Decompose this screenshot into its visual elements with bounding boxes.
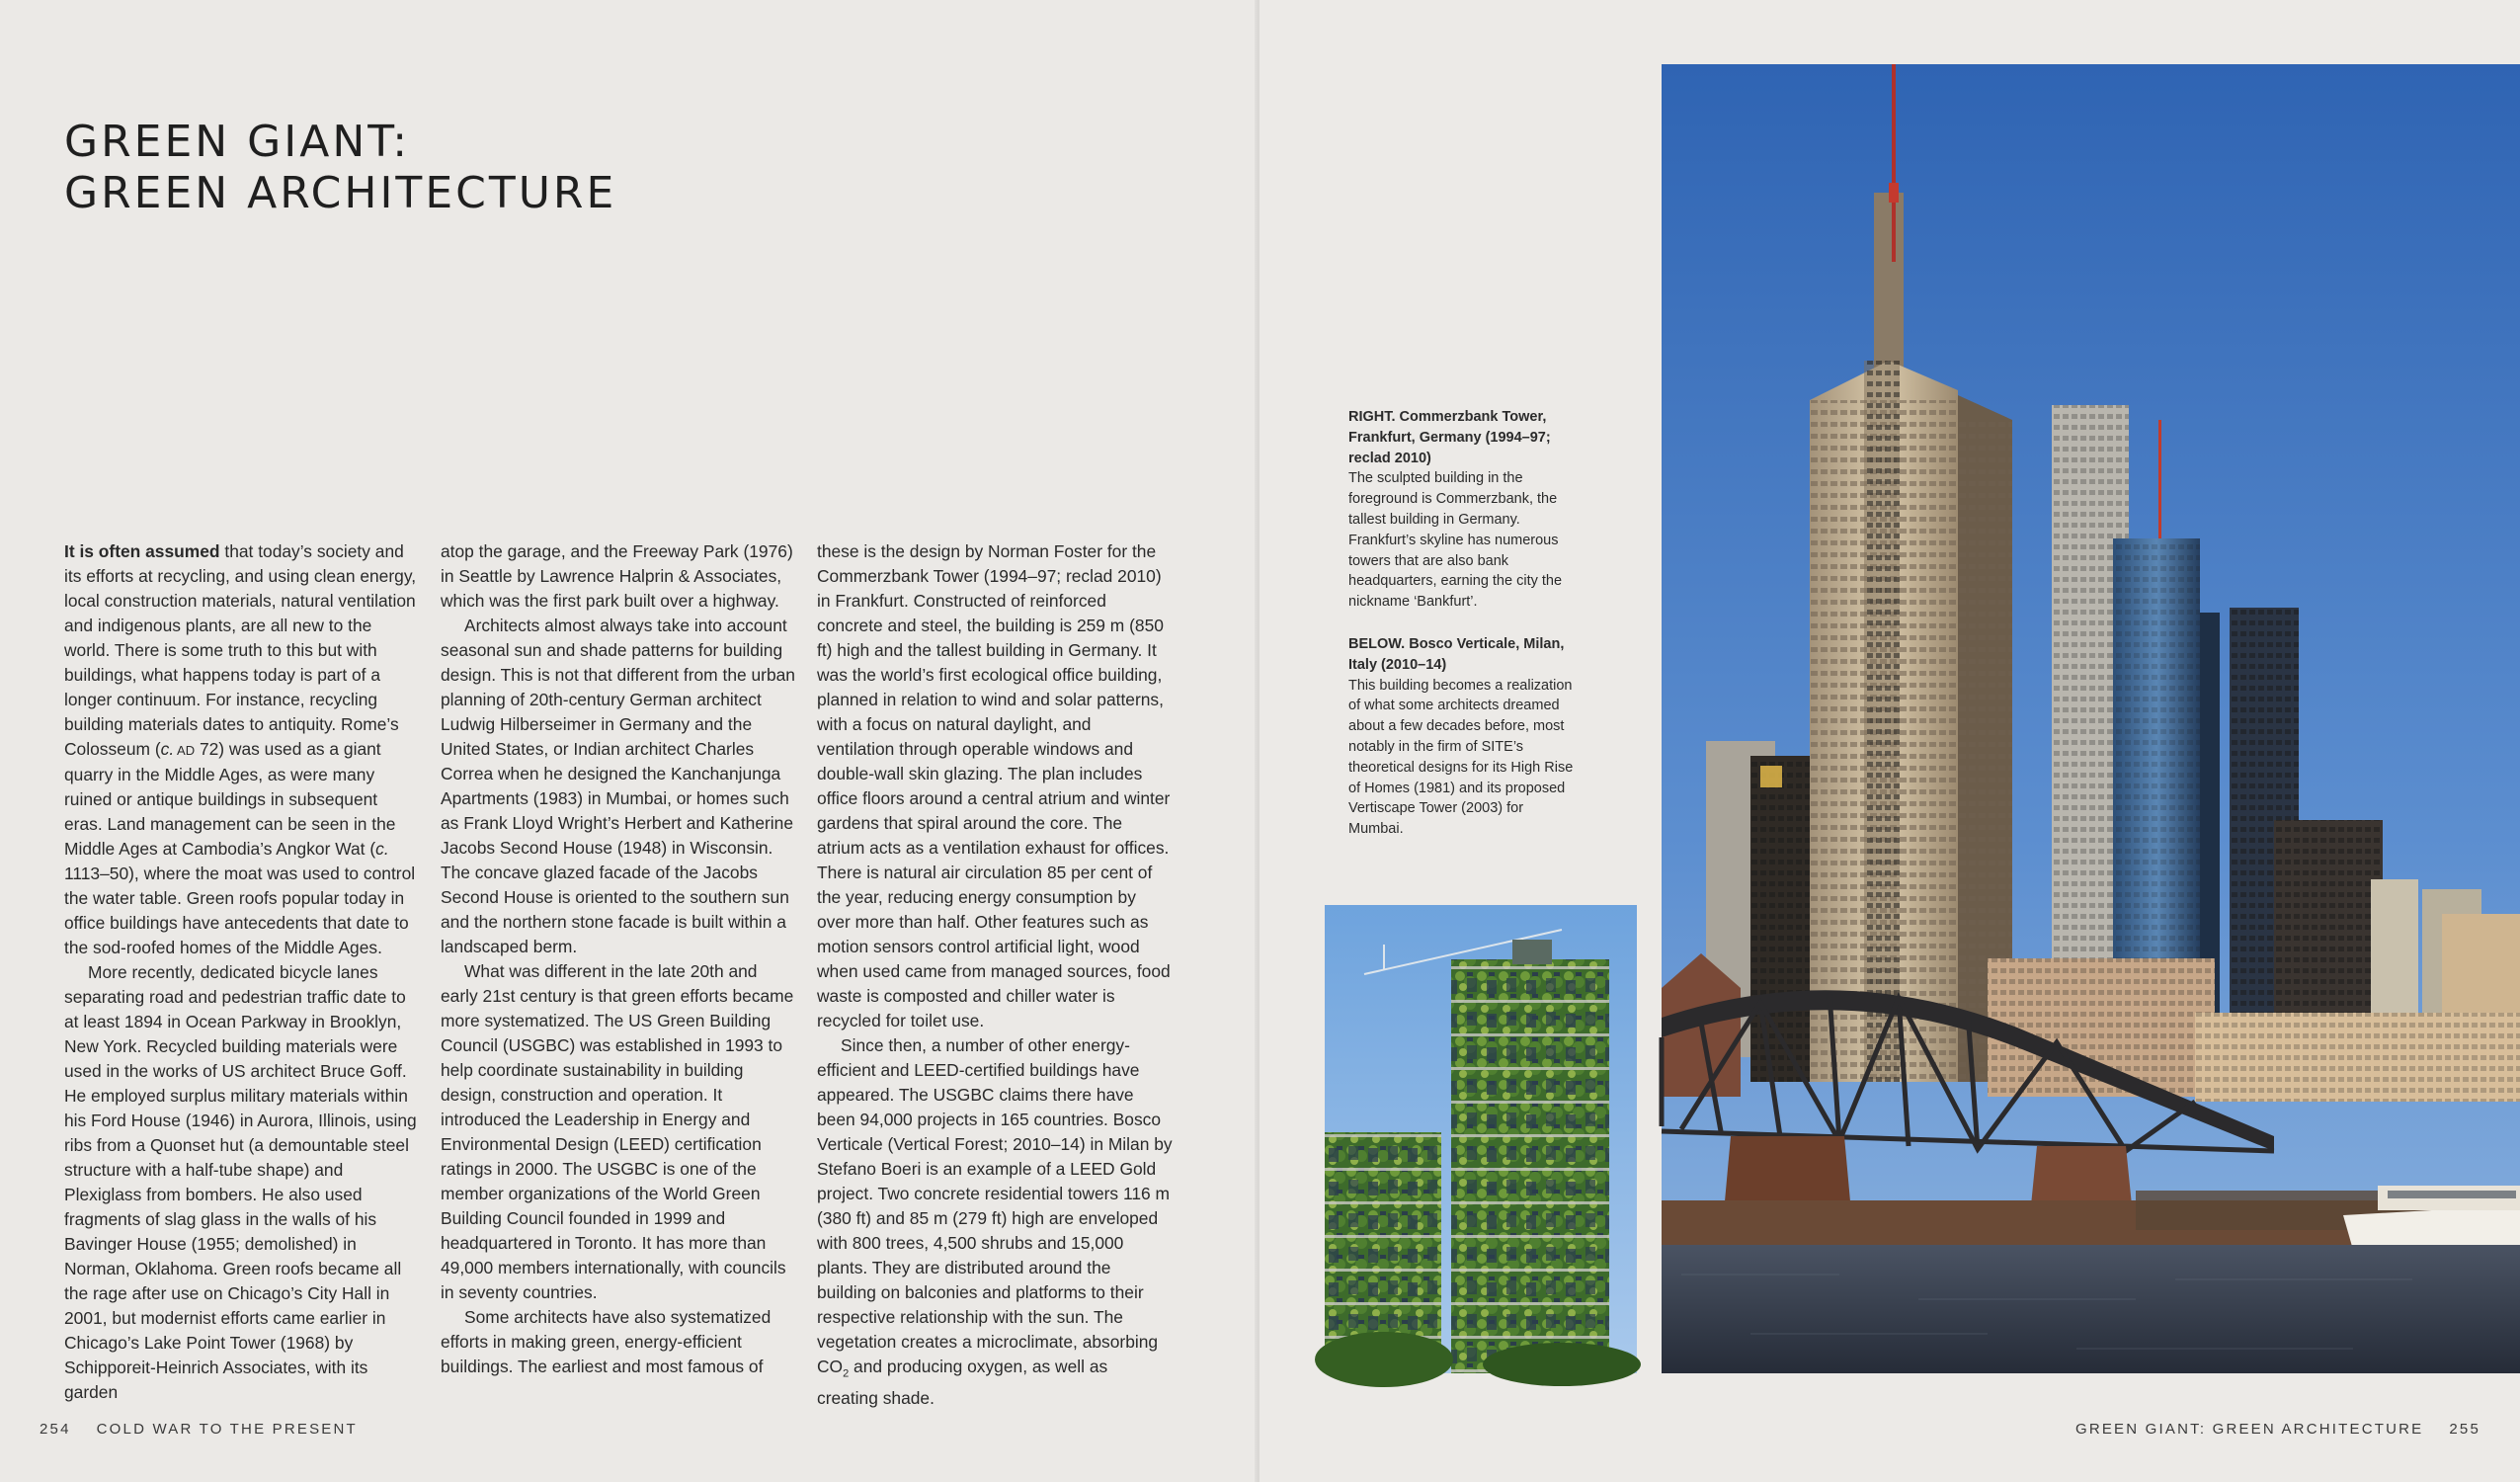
paragraph: Architects almost always take into account seasonal sun and shade patterns for building design. This is not that different from the urban planning of 20th-century German architect Ludwig Hilberseimer in Germany and the United States, or Indian architect Charles Correa when he designed the Kanchanjunga Apartments (1983) in Mumbai, or homes such as Frank Lloyd Wright’s Herbert and Katherine Jacobs Second House (1948) in Wisconsin. The concave glazed facade of the Jacobs Second House is oriented to the southern sun and the northern stone facade is built within a landscaped berm. (441, 616, 795, 956)
text-column-2 (441, 539, 796, 1376)
text-column-3 (817, 539, 1173, 1409)
page-number-right: 255 (2449, 1421, 2480, 1438)
subscript: 2 (843, 1367, 850, 1380)
paragraph (64, 539, 420, 960)
commerzbank-skyline-image (1662, 64, 2520, 1373)
paragraph: More recently, dedicated bicycle lanes separating road and pedestrian traffic date to at least 1894 in Ocean Parkway in Brooklyn, New York. Recycled building materials were used in the works of US architect Bruce Goff. He employed surplus military materials within his Ford House (1946) in Aurora, Illinois, using ribs from a Quonset hut (a demountable steel structure with a half-tube shape) and Plexiglass from bombers. He also used fragments of slag glass in the walls of his Bavinger House (1955; demolished) in Norman, Oklahoma. Green roofs became all the rage after use on Chicago’s City Hall in 2001, but modernist efforts came earlier in Chicago’s Lake Point Tower (1968) by Schipporeit-Heinrich Associates, with its garden (64, 962, 417, 1402)
caption-below (1348, 634, 1576, 840)
paragraph-text: and producing oxygen, as well as creating shade. (817, 1357, 1108, 1409)
section-title-left: COLD WAR TO THE PRESENT (96, 1421, 358, 1438)
paragraph: What was different in the late 20th and early 21st century is that green efforts became more systematized. The US Green Building Council (USGBC) was established in 1993 to help coordinate sustainability in building design, construction and operation. It introduced the Leadership in Energy and Environmental Design (LEED) certification ratings in 2000. The USGBC is one of the member organizations of the World Green Building Council founded in 1999 and headquartered in Toronto. It has more than 49,000 members internationally, with councils in seventy countries. (441, 961, 794, 1302)
left-page (0, 0, 1258, 1482)
circa-abbrev: c. (160, 739, 175, 759)
paragraph (817, 1033, 1173, 1411)
circa-abbrev: c. (375, 839, 389, 859)
caption-below-title: BELOW. Bosco Verticale, Milan, Italy (2010–14) (1348, 635, 1565, 673)
paragraph: Some architects have also systematized efforts in making green, energy-efficient buildings. The earliest and most famous of (441, 1307, 772, 1376)
page-number-left: 254 (40, 1421, 71, 1438)
bosco-verticale-photo (1325, 905, 1637, 1373)
captions (1348, 407, 1576, 862)
paragraph-text: 72) was used as a giant quarry in the Middle Ages, as were many ruined or antique buildings in subsequent eras. Land management can be seen in the Middle Ages at Cambodia’s Angkor Wat ( (64, 739, 396, 859)
title-line-2: GREEN ARCHITECTURE (64, 168, 617, 218)
paragraph: these is the design by Norman Foster for the Commerzbank Tower (1994–97; reclad 2010) in Frankfurt. Constructed of reinforced concrete and steel, the building is 259 m (850 ft) high and the tallest building in Germany. It was the world’s first ecological office building, planned in relation to wind and solar patterns, with a focus on natural daylight, and ventilation through operable windows and double-wall skin glazing. The plan includes office floors around a central atrium and winter gardens that spiral around the core. The atrium acts as a ventilation exhaust for offices. There is natural air circulation 85 per cent of the year, reducing energy consumption by over more than half. Other features such as motion sensors control artificial light, wood when used came from managed sources, food waste is composted and chiller water is recycled for toilet use. (817, 541, 1171, 1030)
section-title-right: GREEN GIANT: GREEN ARCHITECTURE (2074, 1421, 2424, 1438)
paragraph-text: 1113–50), where the moat was used to control the water table. Green roofs popular today in office buildings have antecedents that date to the sod-roofed homes of the Middle Ages. (64, 864, 416, 957)
bosco-verticale-image (1325, 905, 1637, 1373)
page-title (64, 117, 616, 219)
lead-in: It is often assumed (64, 541, 220, 561)
caption-right-title: RIGHT. Commerzbank Tower, Frankfurt, Germany (1994–97; reclad 2010) (1348, 409, 1551, 466)
paragraph-text: that today’s society and its efforts at recycling, and using clean energy, local construction materials, natural ventilation and indigenous plants, are all new to the world. There is some truth to this but with buildings, what happens today is part of a longer continuum. For instance, recycling building materials dates to antiquity. Rome’s Colosseum ( (64, 541, 417, 759)
footer-right (2075, 1421, 2480, 1438)
caption-right-text: The sculpted building in the foreground is Commerzbank, the tallest building in Germany. Frankfurt’s skyline has numerous towers that are also bank headquarters, earning the city the nickname ‘Bankfurt’. (1348, 470, 1563, 611)
era-abbrev: AD (174, 743, 196, 758)
paragraph-text: Since then, a number of other energy-efficient and LEED-certified buildings have appeared. The USGBC claims there have been 94,000 projects in 165 countries. Bosco Verticale (Vertical Forest; 2010–14) in Milan by Stefano Boeri is an example of a LEED Gold project. Two concrete residential towers 116 m (380 ft) and 85 m (279 ft) high are enveloped with 800 trees, 4,500 shrubs and 15,000 plants. They are distributed around the building on balconies and platforms to their respective relationship with the sun. The vegetation creates a microclimate, absorbing CO (817, 1035, 1173, 1376)
text-column-1 (64, 539, 420, 1402)
caption-right (1348, 407, 1576, 613)
footer-left (40, 1421, 358, 1438)
commerzbank-photo (1662, 64, 2520, 1373)
title-line-1: GREEN GIANT: (64, 117, 411, 167)
paragraph: atop the garage, and the Freeway Park (1976) in Seattle by Lawrence Halprin & Associates, which was the first park built over a highway. (441, 541, 793, 611)
caption-below-text: This building becomes a realization of what some architects dreamed about a few decades before, most notably in the firm of SITE’s theoretical designs for its High Rise of Homes (1981) and its proposed Vertiscape Tower (2003) for Mumbai. (1348, 677, 1574, 838)
